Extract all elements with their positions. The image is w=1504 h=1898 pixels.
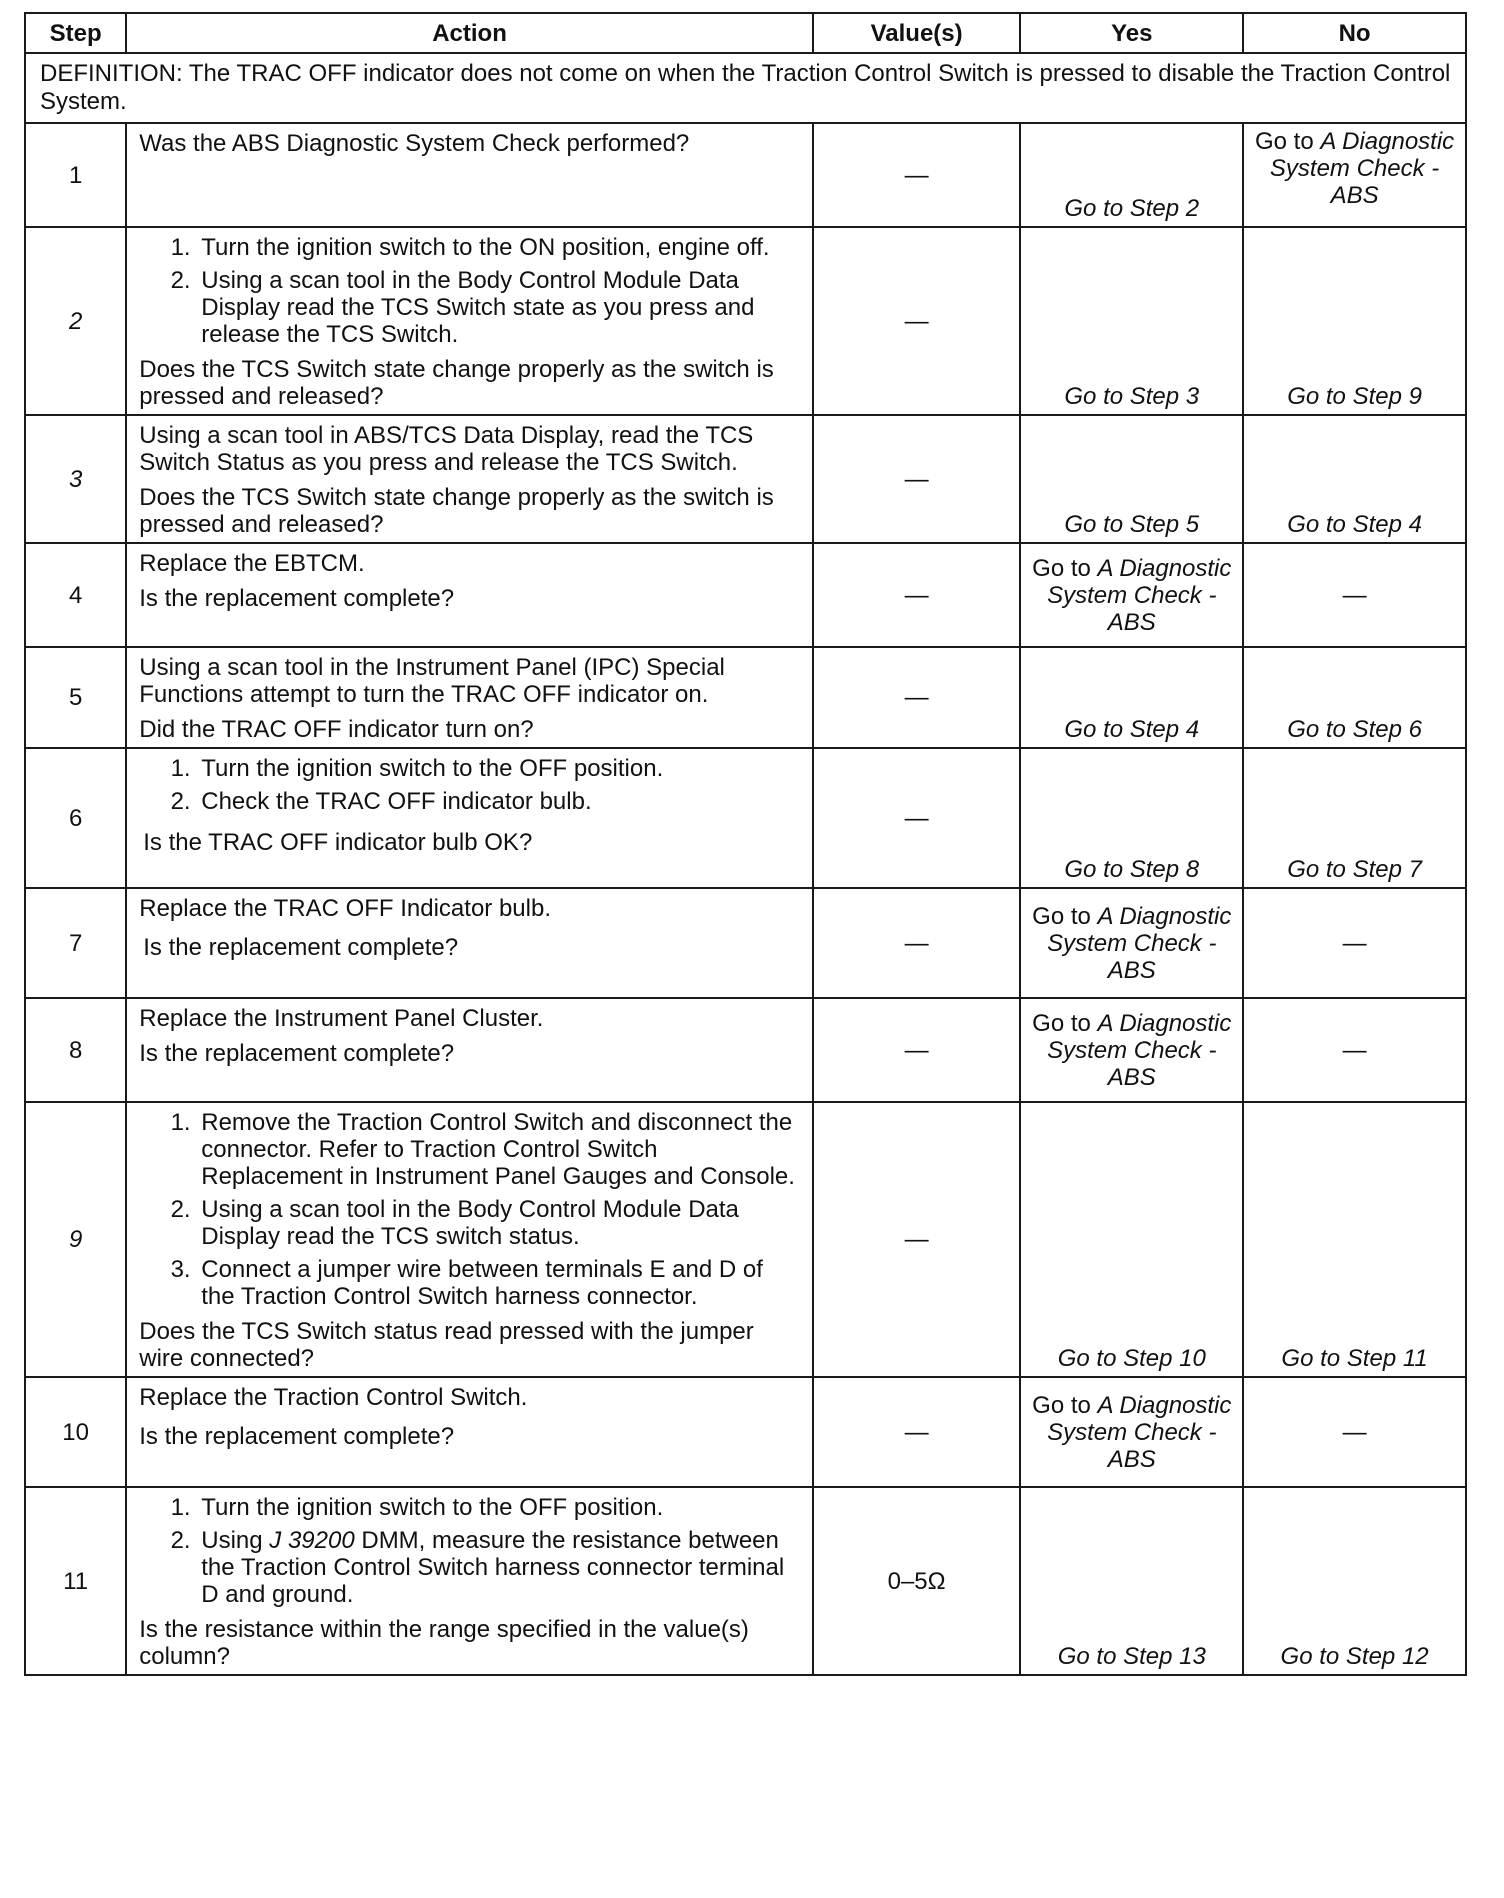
yes-cell	[1020, 998, 1243, 1102]
action-step-text: DMM, measure the resistance between the Traction Control Switch harness connector terminal D and ground.	[201, 1527, 785, 1608]
no-cell: —	[1243, 543, 1466, 647]
yes-cell: Go to Step 10	[1020, 1102, 1243, 1377]
goto-prefix: Go to	[1254, 128, 1321, 155]
definition-row	[25, 53, 1466, 123]
table-row	[25, 888, 1466, 998]
goto-prefix: Go to	[1032, 902, 1098, 930]
value-cell: —	[813, 543, 1021, 647]
action-steps	[139, 755, 802, 815]
action-cell	[126, 998, 813, 1102]
action-cell	[126, 415, 813, 543]
action-question: Is the replacement complete?	[139, 1040, 455, 1067]
header-values: Value(s)	[813, 13, 1021, 53]
step-number: 4	[25, 543, 126, 647]
yes-cell	[1020, 888, 1243, 998]
action-cell	[126, 123, 813, 227]
diagnostic-table	[24, 12, 1467, 1676]
table-row	[25, 998, 1466, 1102]
action-step: 1. Remove the Traction Control Switch and disconnect the connector. Refer to Traction Control Switch Replacement in Instrument Panel Gauges and Console.	[197, 1109, 802, 1190]
no-cell: Go to Step 6	[1243, 647, 1466, 748]
step-number: 6	[25, 748, 126, 888]
action-steps	[139, 234, 802, 348]
action-cell	[126, 1102, 813, 1377]
yes-cell	[1020, 543, 1243, 647]
goto-prefix: Go to	[1032, 1391, 1098, 1419]
action-question: Was the ABS Diagnostic System Check performed?	[139, 130, 690, 157]
action-step: 2. Using a scan tool in the Body Control Module Data Display read the TCS switch status.	[197, 1196, 802, 1250]
action-step: 2. Using a scan tool in the Body Control Module Data Display read the TCS Switch state as you press and release the TCS Switch.	[197, 267, 802, 348]
action-question: Is the replacement complete?	[139, 585, 455, 612]
no-cell: Go to Step 11	[1243, 1102, 1466, 1377]
action-cell	[126, 888, 813, 998]
action-cell	[126, 543, 813, 647]
action-step: 1. Turn the ignition switch to the OFF position.	[197, 755, 802, 782]
table-row	[25, 647, 1466, 748]
table-row	[25, 1377, 1466, 1487]
action-question: Is the replacement complete?	[143, 934, 459, 961]
step-number: 3	[25, 415, 126, 543]
action-steps	[139, 1109, 802, 1310]
value-cell: —	[813, 998, 1021, 1102]
yes-cell: Go to Step 5	[1020, 415, 1243, 543]
table-row	[25, 1102, 1466, 1377]
action-cell	[126, 647, 813, 748]
step-number: 8	[25, 998, 126, 1102]
goto-target: A Diagnostic System Check - ABS	[1047, 1391, 1232, 1473]
table-row	[25, 415, 1466, 543]
action-question: Is the TRAC OFF indicator bulb OK?	[143, 829, 533, 856]
goto-target: A Diagnostic System Check - ABS	[1047, 1009, 1232, 1091]
action-cell	[126, 748, 813, 888]
tool-number: J 39200	[269, 1527, 355, 1554]
yes-cell: Go to Step 3	[1020, 227, 1243, 415]
table-row	[25, 543, 1466, 647]
yes-cell: Go to Step 2	[1020, 123, 1243, 227]
header-step: Step	[25, 13, 126, 53]
value-cell: —	[813, 1102, 1021, 1377]
action-cell	[126, 1487, 813, 1675]
action-cell	[126, 227, 813, 415]
no-cell: Go to Step 12	[1243, 1487, 1466, 1675]
value-cell: —	[813, 227, 1021, 415]
value-cell: —	[813, 123, 1021, 227]
goto-target: A Diagnostic System Check - ABS	[1269, 128, 1455, 209]
yes-cell: Go to Step 13	[1020, 1487, 1243, 1675]
no-cell: Go to Step 7	[1243, 748, 1466, 888]
action-step: 2. Check the TRAC OFF indicator bulb.	[197, 788, 802, 815]
yes-cell: Go to Step 4	[1020, 647, 1243, 748]
action-cell	[126, 1377, 813, 1487]
no-cell: —	[1243, 998, 1466, 1102]
yes-cell	[1020, 1377, 1243, 1487]
header-no: No	[1243, 13, 1466, 53]
no-cell: —	[1243, 1377, 1466, 1487]
value-cell: —	[813, 415, 1021, 543]
action-text: Replace the Traction Control Switch.	[139, 1384, 528, 1411]
definition-text: DEFINITION: The TRAC OFF indicator does not come on when the Traction Control Switch is pressed to disable the Traction Control System.	[25, 53, 1466, 123]
goto-target: A Diagnostic System Check - ABS	[1047, 902, 1232, 984]
action-step: 1. Turn the ignition switch to the ON position, engine off.	[197, 234, 802, 261]
action-text: Replace the TRAC OFF Indicator bulb.	[139, 895, 551, 922]
action-step	[197, 1527, 802, 1608]
action-question: Is the resistance within the range specified in the value(s) column?	[139, 1616, 749, 1670]
action-step: 1. Turn the ignition switch to the OFF position.	[197, 1494, 802, 1521]
step-number: 9	[25, 1102, 126, 1377]
action-question: Does the TCS Switch state change properly as the switch is pressed and released?	[139, 484, 774, 538]
action-question: Does the TCS Switch status read pressed with the jumper wire connected?	[139, 1318, 754, 1372]
step-number: 2	[25, 227, 126, 415]
goto-target: A Diagnostic System Check - ABS	[1047, 554, 1232, 636]
goto-prefix: Go to	[1032, 1009, 1098, 1037]
value-cell: —	[813, 888, 1021, 998]
table-row	[25, 123, 1466, 227]
step-number: 5	[25, 647, 126, 748]
action-question: Did the TRAC OFF indicator turn on?	[139, 716, 534, 743]
goto-prefix: Go to	[1032, 554, 1098, 582]
no-cell: —	[1243, 888, 1466, 998]
action-question: Is the replacement complete?	[139, 1423, 455, 1450]
action-text: Replace the EBTCM.	[139, 550, 365, 577]
table-row	[25, 748, 1466, 888]
action-steps	[139, 1494, 802, 1608]
value-cell: 0–5Ω	[813, 1487, 1021, 1675]
table-row	[25, 1487, 1466, 1675]
action-step-text: Using	[201, 1527, 270, 1554]
action-step: 3. Connect a jumper wire between terminals E and D of the Traction Control Switch harness connector.	[197, 1256, 802, 1310]
step-number: 10	[25, 1377, 126, 1487]
no-cell: Go to Step 4	[1243, 415, 1466, 543]
header-row	[25, 13, 1466, 53]
diagnostic-table-sheet	[24, 12, 1467, 1676]
action-question: Does the TCS Switch state change properly as the switch is pressed and released?	[139, 356, 774, 410]
header-action: Action	[126, 13, 813, 53]
value-cell: —	[813, 647, 1021, 748]
no-cell: Go to Step 9	[1243, 227, 1466, 415]
yes-cell: Go to Step 8	[1020, 748, 1243, 888]
header-yes: Yes	[1020, 13, 1243, 53]
step-number: 7	[25, 888, 126, 998]
action-text: Using a scan tool in the Instrument Panel (IPC) Special Functions attempt to turn the TRAC OFF indicator on.	[139, 654, 725, 708]
no-cell	[1243, 123, 1466, 227]
step-number: 1	[25, 123, 126, 227]
value-cell: —	[813, 1377, 1021, 1487]
table-row	[25, 227, 1466, 415]
action-text: Using a scan tool in ABS/TCS Data Display, read the TCS Switch Status as you press and release the TCS Switch.	[139, 422, 754, 476]
step-number: 11	[25, 1487, 126, 1675]
action-text: Replace the Instrument Panel Cluster.	[139, 1005, 544, 1032]
value-cell: —	[813, 748, 1021, 888]
